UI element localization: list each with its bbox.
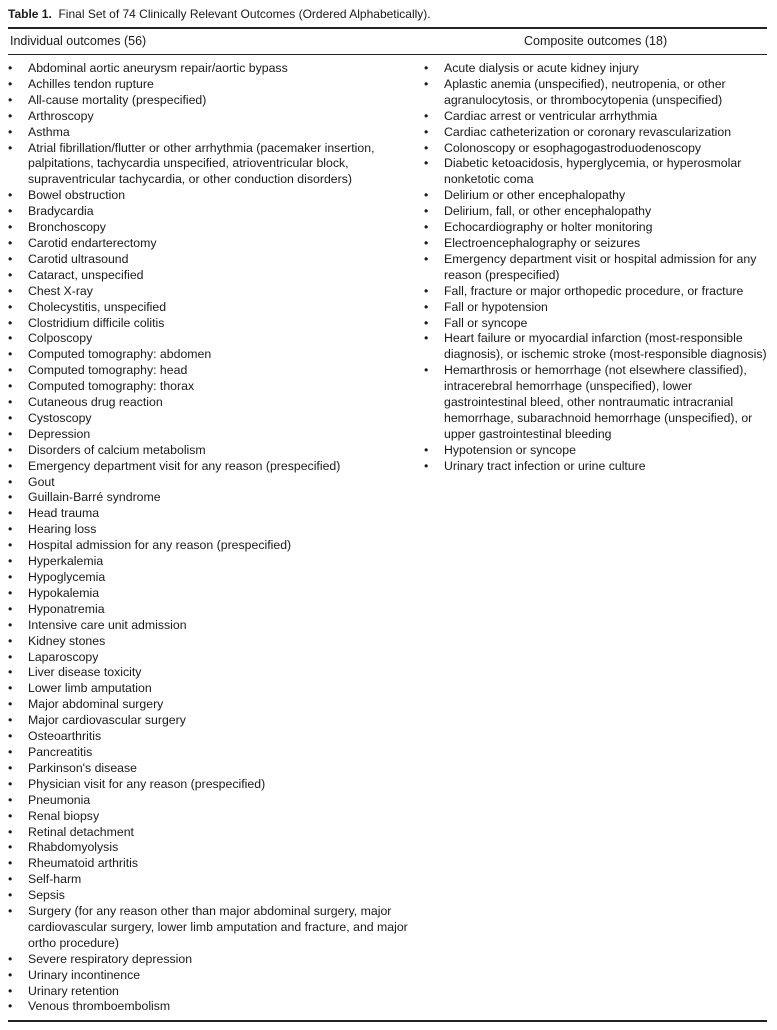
list-item-text: Cardiac arrest or ventricular arrhythmia (444, 108, 658, 123)
list-item (8, 475, 418, 491)
bullet-icon: • (8, 617, 13, 632)
list-item-text: Osteoarthritis (28, 729, 102, 744)
bullet-icon: • (8, 410, 13, 425)
bullet-icon: • (8, 983, 13, 998)
list-item (8, 840, 418, 856)
list-item-text: Heart failure or myocardial infarction (most-responsible diagnosis), or ischemic stroke (most-responsible diagnosis) (444, 331, 767, 362)
list-item (424, 156, 774, 188)
list-item-text: Electroencephalography or seizures (444, 235, 641, 250)
bullet-icon: • (424, 124, 429, 139)
list-item-text: Delirium, fall, or other encephalopathy (444, 204, 652, 219)
list-item (424, 236, 774, 252)
list-item-text: Gout (28, 474, 55, 489)
list-item (8, 856, 418, 872)
list-item-text: Laparoscopy (28, 649, 99, 664)
list-item-text: Cholecystitis, unspecified (28, 299, 167, 314)
bullet-icon: • (8, 792, 13, 807)
bullet-icon: • (8, 824, 13, 839)
list-item-text: Cystoscopy (28, 410, 92, 425)
bullet-icon: • (424, 156, 429, 171)
list-item-text: Cutaneous drug reaction (28, 395, 163, 410)
list-item (8, 109, 418, 125)
list-item (8, 220, 418, 236)
bullet-icon: • (8, 633, 13, 648)
list-item-text: Hypotension or syncope (444, 442, 576, 457)
list-item (424, 363, 774, 443)
bullet-icon: • (8, 204, 13, 219)
list-item-text: Hospital admission for any reason (prespecified) (28, 538, 292, 553)
bullet-icon: • (8, 760, 13, 775)
list-item-text: Hypoglycemia (28, 570, 106, 584)
list-item (8, 506, 418, 522)
list-item (8, 379, 418, 395)
list-item-text: Urinary retention (28, 983, 119, 998)
list-item (424, 125, 774, 141)
list-item (8, 904, 418, 952)
bullet-icon: • (8, 570, 13, 584)
list-item (8, 443, 418, 459)
list-item (8, 427, 418, 443)
bullet-icon: • (8, 426, 13, 441)
bullet-icon: • (8, 474, 13, 489)
bullet-icon: • (8, 697, 13, 712)
list-item (8, 538, 418, 554)
bullet-icon: • (8, 331, 13, 346)
top-rule (8, 27, 767, 29)
list-item (8, 745, 418, 761)
list-item (424, 459, 774, 475)
list-item-text: Guillain-Barré syndrome (28, 490, 161, 505)
list-item-text: Pancreatitis (28, 744, 93, 759)
list-item (8, 602, 418, 618)
list-item (424, 252, 774, 284)
list-item-text: Lower limb amputation (28, 681, 152, 696)
list-item-text: Abdominal aortic aneurysm repair/aortic bypass (28, 61, 288, 75)
bullet-icon: • (8, 124, 13, 139)
list-item (424, 284, 774, 300)
list-item (8, 61, 418, 77)
list-item-text: Clostridium difficile colitis (28, 315, 165, 330)
bullet-icon: • (424, 204, 429, 219)
bullet-icon: • (8, 140, 13, 155)
bullet-icon: • (424, 458, 429, 473)
bullet-icon: • (8, 458, 13, 473)
bullet-icon: • (8, 585, 13, 600)
list-item-text: Cataract, unspecified (28, 267, 144, 282)
list-item (8, 586, 418, 602)
list-item (8, 125, 418, 141)
column-header-composite: Composite outcomes (18) (524, 34, 668, 48)
bullet-icon: • (8, 506, 13, 521)
list-item-text: Atrial fibrillation/flutter or other arrhythmia (pacemaker insertion, palpitations, tachycardia unspecified, atrioventricular block, supraventricular tachycardia, or other conduction disorders) (28, 140, 375, 187)
list-item-text: Computed tomography: thorax (28, 379, 195, 394)
list-item-text: Carotid endarterectomy (28, 235, 157, 250)
bullet-icon: • (8, 744, 13, 759)
list-item-text: Urinary incontinence (28, 967, 141, 982)
list-item (8, 872, 418, 888)
bullet-icon: • (424, 331, 429, 346)
list-item (424, 77, 774, 109)
bullet-icon: • (8, 649, 13, 664)
list-item (8, 999, 418, 1015)
list-item-text: Parkinson's disease (28, 760, 137, 775)
list-item-text: Colonoscopy or esophagogastroduodenoscopy (444, 140, 702, 155)
list-item (8, 888, 418, 904)
list-item (424, 61, 774, 77)
bullet-icon: • (8, 76, 13, 91)
bullet-icon: • (8, 681, 13, 696)
list-item (8, 331, 418, 347)
list-item-text: Major abdominal surgery (28, 697, 164, 712)
list-item (8, 300, 418, 316)
list-item (8, 650, 418, 666)
list-item-text: Echocardiography or holter monitoring (444, 220, 653, 235)
bullet-icon: • (8, 61, 13, 75)
bullet-icon: • (424, 442, 429, 457)
bullet-icon: • (8, 554, 13, 569)
table-caption (8, 7, 431, 21)
list-item (8, 952, 418, 968)
bottom-rule (8, 1020, 767, 1022)
list-item-text: Bronchoscopy (28, 220, 106, 235)
bullet-icon: • (8, 951, 13, 966)
list-item-text: Emergency department visit for any reason (prespecified) (28, 458, 341, 473)
list-item-text: Kidney stones (28, 633, 106, 648)
list-item (8, 697, 418, 713)
bullet-icon: • (8, 188, 13, 203)
bullet-icon: • (8, 999, 13, 1014)
list-item (8, 347, 418, 363)
list-item-text: Colposcopy (28, 331, 93, 346)
bullet-icon: • (8, 395, 13, 410)
list-item (8, 93, 418, 109)
list-item (8, 968, 418, 984)
list-item-text: Bradycardia (28, 204, 94, 219)
bullet-icon: • (8, 522, 13, 537)
bullet-icon: • (8, 713, 13, 728)
list-item (8, 141, 418, 189)
list-item-text: Fall, fracture or major orthopedic procedure, or fracture (444, 283, 744, 298)
list-item (8, 713, 418, 729)
list-item (8, 570, 418, 586)
bullet-icon: • (8, 808, 13, 823)
list-item-text: Self-harm (28, 872, 82, 887)
list-item (8, 681, 418, 697)
individual-outcomes-list (8, 61, 418, 1015)
list-item (424, 300, 774, 316)
list-item-text: Chest X-ray (28, 283, 93, 298)
list-item (8, 459, 418, 475)
list-item (8, 411, 418, 427)
list-item-text: Hypokalemia (28, 585, 100, 600)
bullet-icon: • (8, 283, 13, 298)
list-item (8, 284, 418, 300)
list-item-text: Head trauma (28, 506, 100, 521)
bullet-icon: • (424, 251, 429, 266)
list-item-text: Achilles tendon rupture (28, 76, 154, 91)
list-item (8, 729, 418, 745)
list-item (8, 252, 418, 268)
bullet-icon: • (8, 840, 13, 855)
list-item (424, 220, 774, 236)
bullet-icon: • (8, 251, 13, 266)
bullet-icon: • (8, 347, 13, 362)
list-item (8, 618, 418, 634)
bullet-icon: • (8, 490, 13, 505)
list-item (8, 316, 418, 332)
bullet-icon: • (8, 872, 13, 887)
list-item-text: Asthma (28, 124, 70, 139)
list-item-text: Renal biopsy (28, 808, 100, 823)
table-title: Final Set of 74 Clinically Relevant Outcomes (Ordered Alphabetically). (58, 7, 431, 21)
list-item (8, 522, 418, 538)
list-item-text: Physician visit for any reason (prespecified) (28, 776, 266, 791)
bullet-icon: • (424, 363, 429, 378)
list-item-text: Disorders of calcium metabolism (28, 442, 206, 457)
list-item-text: Emergency department visit or hospital admission for any reason (prespecified) (444, 251, 757, 282)
list-item-text: All-cause mortality (prespecified) (28, 92, 207, 107)
table-label: Table 1. (8, 7, 52, 21)
bullet-icon: • (8, 220, 13, 235)
bullet-icon: • (8, 442, 13, 457)
list-item-text: Rheumatoid arthritis (28, 856, 139, 871)
list-item (8, 984, 418, 1000)
bullet-icon: • (8, 299, 13, 314)
list-item-text: Computed tomography: head (28, 363, 188, 378)
bullet-icon: • (8, 601, 13, 616)
list-item (8, 665, 418, 681)
list-item-text: Aplastic anemia (unspecified), neutropenia, or other agranulocytosis, or thrombocytopenia (unspecified) (444, 76, 726, 107)
bullet-icon: • (8, 108, 13, 123)
list-item-text: Hearing loss (28, 522, 97, 537)
column-header-individual: Individual outcomes (56) (10, 34, 147, 48)
list-item-text: Hemarthrosis or hemorrhage (not elsewhere classified), intracerebral hemorrhage (unspecified), lower gastrointestinal bleed, other nontraumatic intracranial hemorrhage, subarachnoid hemorrhage (unspecified), or upper gastrointestinal bleeding (444, 363, 753, 441)
list-item-text: Computed tomography: abdomen (28, 347, 212, 362)
list-item (8, 809, 418, 825)
composite-outcomes-list (424, 61, 774, 475)
list-item (8, 268, 418, 284)
list-item-text: Cardiac catheterization or coronary revascularization (444, 124, 732, 139)
list-item (8, 236, 418, 252)
list-item (8, 77, 418, 93)
list-item-text: Surgery (for any reason other than major abdominal surgery, major cardiovascular surgery, lower limb amputation and fracture, and major ortho procedure) (28, 904, 408, 950)
list-item (8, 634, 418, 650)
bullet-icon: • (8, 729, 13, 744)
bullet-icon: • (424, 299, 429, 314)
bullet-icon: • (8, 967, 13, 982)
bullet-icon: • (8, 92, 13, 107)
list-item-text: Hyponatremia (28, 601, 105, 616)
list-item-text: Sepsis (28, 888, 65, 903)
list-item (8, 363, 418, 379)
bullet-icon: • (8, 379, 13, 394)
list-item (8, 777, 418, 793)
header-rule (8, 54, 767, 55)
list-item (424, 331, 774, 363)
list-item (424, 204, 774, 220)
list-item-text: Major cardiovascular surgery (28, 713, 186, 728)
list-item (424, 443, 774, 459)
bullet-icon: • (8, 888, 13, 903)
list-item (8, 490, 418, 506)
bullet-icon: • (8, 315, 13, 330)
list-item-text: Urinary tract infection or urine culture (444, 458, 646, 473)
list-item (8, 204, 418, 220)
list-item-text: Carotid ultrasound (28, 251, 129, 266)
list-item (8, 793, 418, 809)
list-item-text: Delirium or other encephalopathy (444, 188, 626, 203)
bullet-icon: • (424, 235, 429, 250)
list-item-text: Depression (28, 426, 91, 441)
bullet-icon: • (8, 856, 13, 871)
list-item (424, 188, 774, 204)
list-item-text: Retinal detachment (28, 824, 134, 839)
bullet-icon: • (8, 776, 13, 791)
bullet-icon: • (8, 904, 13, 919)
bullet-icon: • (8, 363, 13, 378)
list-item-text: Fall or syncope (444, 315, 528, 330)
list-item (8, 395, 418, 411)
list-item-text: Pneumonia (28, 792, 91, 807)
bullet-icon: • (424, 315, 429, 330)
bullet-icon: • (424, 283, 429, 298)
list-item (8, 554, 418, 570)
bullet-icon: • (8, 665, 13, 680)
list-item-text: Venous thromboembolism (28, 999, 171, 1014)
bullet-icon: • (424, 220, 429, 235)
bullet-icon: • (424, 61, 429, 75)
list-item (8, 825, 418, 841)
list-item (424, 141, 774, 157)
list-item-text: Rhabdomyolysis (28, 840, 119, 855)
bullet-icon: • (424, 188, 429, 203)
list-item (424, 316, 774, 332)
list-item-text: Bowel obstruction (28, 188, 126, 203)
bullet-icon: • (8, 235, 13, 250)
list-item-text: Arthroscopy (28, 108, 94, 123)
bullet-icon: • (8, 267, 13, 282)
list-item-text: Diabetic ketoacidosis, hyperglycemia, or hyperosmolar nonketotic coma (444, 156, 742, 187)
list-item-text: Severe respiratory depression (28, 951, 193, 966)
list-item-text: Fall or hypotension (444, 299, 548, 314)
list-item-text: Liver disease toxicity (28, 665, 142, 680)
bullet-icon: • (424, 108, 429, 123)
bullet-icon: • (424, 140, 429, 155)
bullet-icon: • (424, 76, 429, 91)
list-item (8, 188, 418, 204)
list-item-text: Intensive care unit admission (28, 617, 187, 632)
list-item-text: Hyperkalemia (28, 554, 104, 569)
list-item-text: Acute dialysis or acute kidney injury (444, 61, 639, 75)
bullet-icon: • (8, 538, 13, 553)
list-item (424, 109, 774, 125)
list-item (8, 761, 418, 777)
